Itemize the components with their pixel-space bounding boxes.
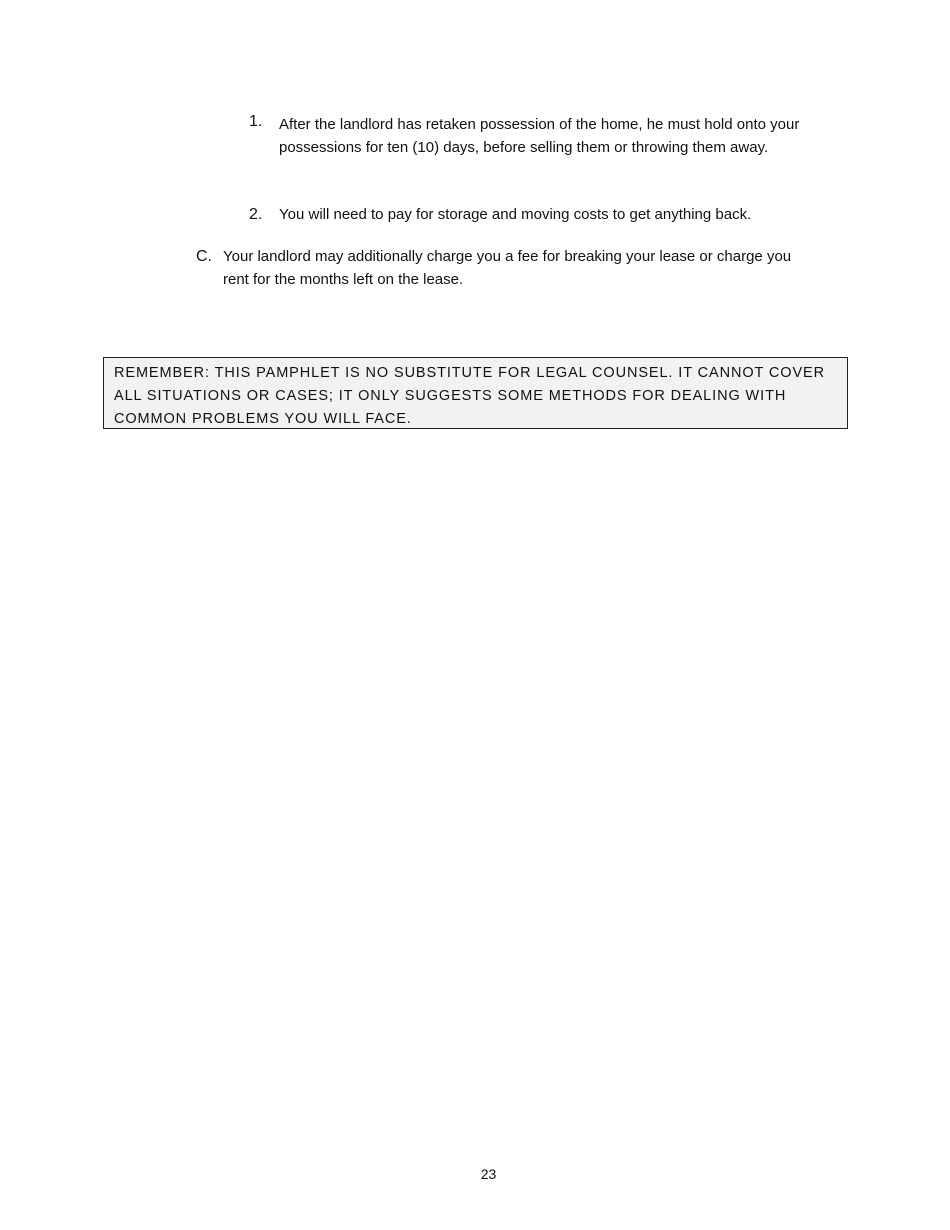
list-item-text: You will need to pay for storage and moving costs to get anything back. [279, 206, 752, 223]
list-item-text: Your landlord may additionally charge you a fee for breaking your lease or charge you rent for the months left on the lease. [223, 248, 792, 288]
list-marker: 1. [249, 113, 263, 130]
list-item-text: After the landlord has retaken possession of the home, he must hold onto your possessions for ten (10) days, before selling them or throwing them away. [279, 116, 800, 156]
list-marker: 2. [249, 206, 263, 223]
list-marker: C. [196, 248, 212, 265]
page-number: 23 [480, 1166, 497, 1182]
legal-notice-box: REMEMBER: THIS PAMPHLET IS NO SUBSTITUTE FOR LEGAL COUNSEL. IT CANNOT COVER ALL SITUATIONS OR CASES; IT ONLY SUGGESTS SOME METHODS FOR DEALING WITH COMMON PROBLEMS YOU WILL FACE. [103, 357, 848, 429]
